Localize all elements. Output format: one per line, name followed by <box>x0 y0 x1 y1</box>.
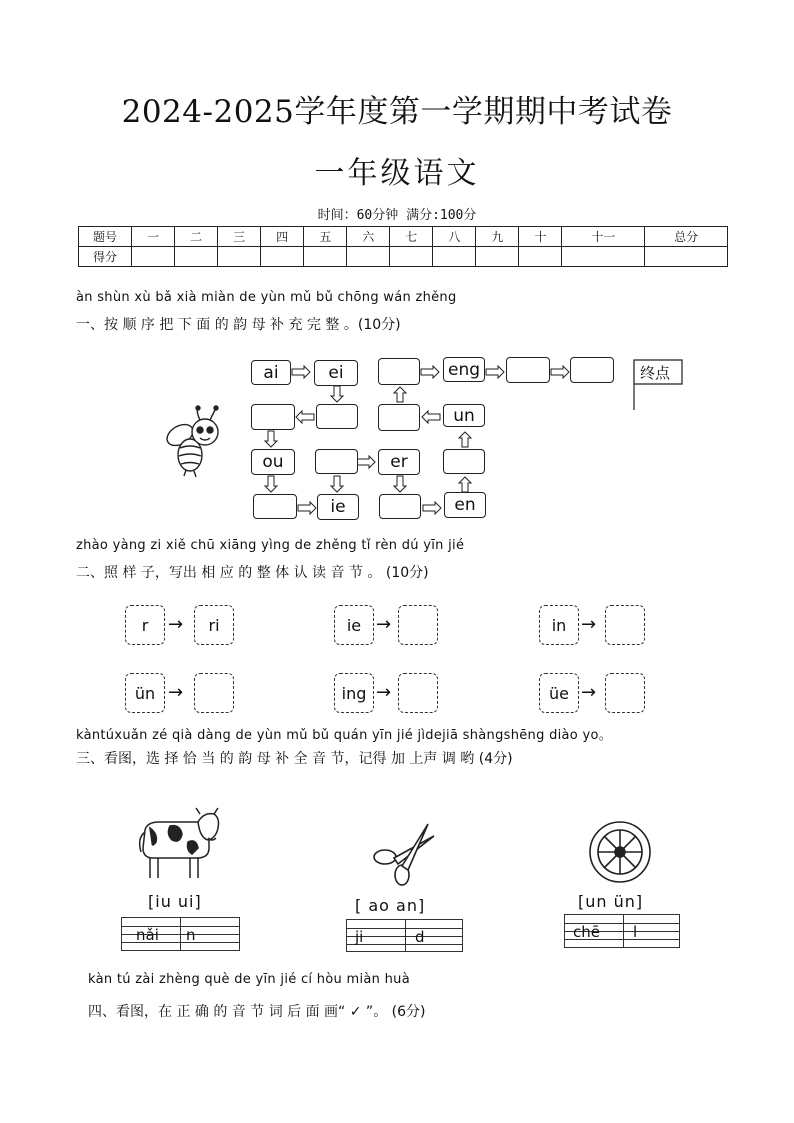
q3-options: [un ün] <box>578 892 644 911</box>
q3-text: 三、看图，选 择 恰 当 的 韵 母 补 全 音 节，记得 加 上声 调 哟 (4分) <box>76 751 513 767</box>
q1-pinyin: àn shùn xù bǎ xià miàn de yùn mǔ bǔ chōng wán zhěng <box>76 290 457 305</box>
chain-box[interactable]: ai <box>251 360 291 385</box>
chain-box[interactable]: en <box>444 492 486 518</box>
stamp-box: üe <box>539 673 579 713</box>
score-header-cell: 八 <box>433 227 476 247</box>
stamp-box[interactable]: ri <box>194 605 234 645</box>
cow-icon <box>140 808 219 878</box>
chain-box[interactable]: un <box>443 404 485 427</box>
syllable-text: ji <box>355 928 364 946</box>
syllable-text: chē <box>573 923 600 941</box>
stamp-box: ie <box>334 605 374 645</box>
arrow-right-icon: → <box>168 682 184 703</box>
q3-pinyin: kàntúxuǎn zé qià dàng de yùn mǔ bǔ quán yīn jié jìdejiā shàngshēng diào yo。 <box>76 728 613 743</box>
score-header-cell: 六 <box>347 227 390 247</box>
q2-pinyin: zhào yàng zi xiě chū xiāng yìng de zhěng tǐ rèn dú yīn jié <box>76 538 465 553</box>
wheel-icon <box>590 822 650 882</box>
q4-text: 四、看图，在 正 确 的 音 节 词 后 面 画“ ✓ ”。 (6分) <box>88 1004 426 1020</box>
score-header-cell: 一 <box>132 227 175 247</box>
score-row-label: 得分 <box>79 247 132 267</box>
syllable-text: l <box>633 923 638 941</box>
arrow-right-icon: → <box>581 682 597 703</box>
stamp-box: ün <box>125 673 165 713</box>
arrow-right-icon: → <box>581 614 597 635</box>
writing-lines[interactable] <box>346 919 463 952</box>
stamp-box: in <box>539 605 579 645</box>
syllable-text: n <box>186 926 196 944</box>
score-header-cell: 题号 <box>79 227 132 247</box>
score-header-cell: 九 <box>476 227 519 247</box>
score-header-cell: 二 <box>175 227 218 247</box>
scissors-icon <box>374 824 434 885</box>
syllable-text: nǎi <box>136 926 159 944</box>
chain-box[interactable]: ie <box>317 494 359 520</box>
writing-lines[interactable] <box>564 914 680 948</box>
stamp-box: r <box>125 605 165 645</box>
stamp-box: ing <box>334 673 374 713</box>
chain-box[interactable]: ei <box>314 360 358 386</box>
score-header-cell: 七 <box>390 227 433 247</box>
q3-options: [ ao an] <box>355 896 426 915</box>
syllable-text: d <box>415 928 425 946</box>
score-header-cell: 十 <box>519 227 562 247</box>
subject-title: 一年级语文 <box>314 156 480 191</box>
q1-text: 一、按 顺 序 把 下 面 的 韵 母 补 充 完 整 。(10分) <box>76 317 401 333</box>
q4-pinyin: kàn tú zài zhèng què de yīn jié cí hòu miàn huà <box>88 972 410 987</box>
chain-box[interactable]: eng <box>443 357 485 382</box>
arrow-right-icon: → <box>376 614 392 635</box>
chain-box[interactable]: ou <box>251 449 295 475</box>
score-header-cell: 五 <box>304 227 347 247</box>
score-header-cell: 十一 <box>562 227 645 247</box>
arrow-right-icon: → <box>168 614 184 635</box>
score-header-cell: 总分 <box>645 227 728 247</box>
score-header-cell: 三 <box>218 227 261 247</box>
score-header-cell: 四 <box>261 227 304 247</box>
q3-options: [iu ui] <box>148 892 202 911</box>
exam-title: 2024-2025学年度第一学期期中考试卷 <box>121 94 673 130</box>
flag-label: 终点 <box>640 364 671 382</box>
q2-text: 二、照 样 子，写出 相 应 的 整 体 认 读 音 节 。 (10分) <box>76 565 429 581</box>
time-info: 时间：60分钟 满分:100分 <box>317 208 477 223</box>
arrow-right-icon: → <box>376 682 392 703</box>
writing-lines[interactable] <box>121 917 240 951</box>
chain-box[interactable]: er <box>378 449 420 475</box>
